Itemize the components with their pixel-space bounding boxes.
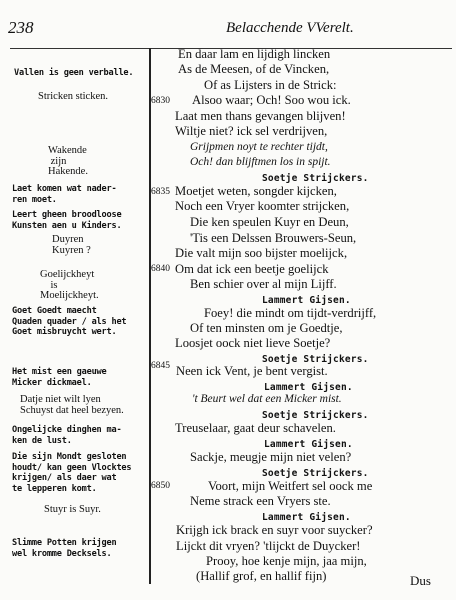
line-number: 6830 — [151, 96, 170, 106]
margin-note: Vallen is geen verballe. — [14, 68, 134, 78]
line-number: 6850 — [151, 481, 170, 491]
verse-line: Krijgh ick brack en suyr voor suycker? — [176, 523, 373, 537]
speaker-name: Soetje Strijckers. — [262, 354, 369, 365]
verse-line: Ben schier over al mijn Lijff. — [190, 277, 337, 291]
verse-line: Voort, mijn Weitfert sel oock me — [208, 479, 373, 493]
verse-line: Of ten minsten om je Goedtje, — [190, 321, 343, 335]
margin-note: Goelijckheyt is Moelijckheyt. — [40, 269, 99, 302]
speaker-name: Soetje Strijckers. — [262, 468, 369, 479]
line-number: 6835 — [151, 187, 170, 197]
margin-note: Die sijn Mondt gesloten houdt/ kan geen Vlocktes krijgen/ als daer wat te lepperen komt. — [12, 452, 132, 494]
verse-line: 'Tis een Delssen Brouwers-Seun, — [190, 231, 357, 245]
verse-line: Loosjet oock niet lieve Soetje? — [175, 336, 331, 350]
verse-line-italic: Och! dan blijftmen los in spijt. — [190, 156, 331, 168]
column-rule — [149, 48, 151, 584]
verse-line-italic: Grijpmen noyt te rechter tijdt, — [190, 141, 328, 153]
verse-line: Neme strack een Vryers ste. — [190, 494, 331, 508]
margin-note: Wakende zijn Hakende. — [48, 145, 88, 178]
verse-line: Die valt mijn soo bijster moelijck, — [175, 246, 348, 260]
margin-note: Datje niet wilt lyen Schuyst dat heel bezyen. — [20, 394, 124, 416]
speaker-name: Soetje Strijckers. — [262, 173, 369, 184]
line-number: 6840 — [151, 264, 170, 274]
verse-line: As de Meesen, of de Vincken, — [178, 62, 330, 76]
margin-note: Stricken sticken. — [38, 91, 108, 102]
verse-line: Alsoo waar; Och! Soo wou ick. — [192, 93, 351, 107]
verse-line: En daar lam en lijdigh lincken — [178, 47, 331, 61]
catchword: Dus — [410, 573, 431, 588]
verse-line: Om dat ick een beetje goelijck — [175, 262, 329, 276]
verse-line: Die ken speulen Kuyr en Deun, — [190, 215, 349, 229]
speaker-name: Soetje Strijckers. — [262, 410, 369, 421]
margin-note: Leert gheen broodloose Kunsten aen u Kinders. — [12, 210, 122, 231]
line-number: 6845 — [151, 361, 170, 371]
verse-line: Prooy, hoe kenje mijn, jaa mijn, — [206, 554, 367, 568]
margin-note: Goet Goedt maecht Quaden quader / als het Goet misbruycht wert. — [12, 306, 127, 338]
margin-note: Slimme Potten krijgen wel kromme Decksels. — [12, 538, 117, 559]
speaker-name: Lammert Gijsen. — [264, 382, 353, 393]
speaker-name: Lammert Gijsen. — [262, 512, 351, 523]
verse-line: Noch een Vryer koomter strijcken, — [175, 199, 350, 213]
margin-note: Duyren Kuyren ? — [52, 234, 91, 256]
verse-line-italic: 't Beurt wel dat een Micker mist. — [192, 393, 342, 405]
verse-line: Wiltje niet? ick sel verdrijven, — [175, 124, 328, 138]
margin-note: Het mist een gaeuwe Micker dickmael. — [12, 367, 107, 388]
verse-line: Treuselaar, gaat deur schavelen. — [175, 421, 336, 435]
verse-line: Laat men thans gevangen blijven! — [175, 109, 346, 123]
speaker-name: Lammert Gijsen. — [264, 439, 353, 450]
page-number: 238 — [8, 18, 34, 37]
margin-note: Ongelijcke dinghen ma- ken de lust. — [12, 425, 122, 446]
margin-note: Laet komen wat nader- ren moet. — [12, 184, 117, 205]
verse-line: Lijckt dit vryen? 'tlijckt de Duycker! — [176, 539, 361, 553]
verse-line: (Hallif grof, en hallif fijn) — [196, 569, 327, 583]
verse-line: Neen ick Vent, je bent vergist. — [176, 364, 328, 378]
verse-line: Of as Lijsters in de Strick: — [204, 78, 337, 92]
verse-line: Sackje, meugje mijn niet velen? — [190, 450, 352, 464]
running-head: Belacchende VVerelt. — [226, 20, 354, 36]
verse-line: Moetjet weten, songder kijcken, — [175, 184, 337, 198]
speaker-name: Lammert Gijsen. — [262, 295, 351, 306]
margin-note: Stuyr is Suyr. — [44, 504, 101, 515]
verse-line: Foey! die mindt om tijdt-verdrijff, — [204, 306, 377, 320]
